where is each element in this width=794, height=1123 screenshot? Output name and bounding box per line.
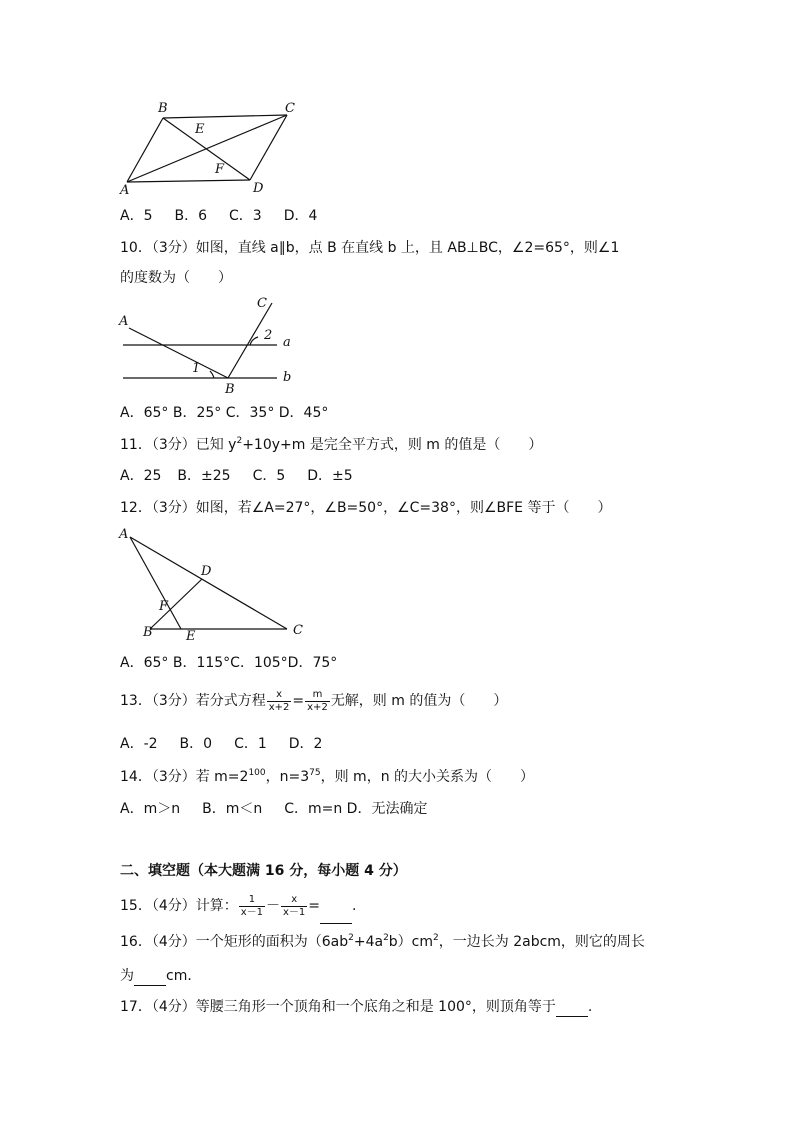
q15-stem-post: . bbox=[352, 898, 357, 914]
q12-options bbox=[120, 653, 337, 673]
q14-option-a[interactable]: A．m＞n bbox=[120, 801, 181, 817]
q10-options bbox=[120, 403, 328, 423]
q17-stem-post: . bbox=[587, 999, 593, 1015]
q9-option-d[interactable]: D．4 bbox=[283, 208, 318, 224]
line-label-b: b bbox=[283, 370, 292, 385]
q16-line2-post: cm． bbox=[166, 968, 202, 984]
q13-option-c[interactable]: C．1 bbox=[234, 736, 267, 752]
q9-options bbox=[120, 206, 317, 226]
point-label-b: B bbox=[225, 382, 235, 397]
q10-option-a[interactable]: A．65° bbox=[120, 405, 169, 421]
q14-options bbox=[120, 799, 427, 819]
section-2-heading: 二、填空题（本大题满 16 分，每小题 4 分） bbox=[120, 863, 407, 879]
point-label-f: F bbox=[159, 599, 169, 614]
q16-stem-mid2: b）cm bbox=[388, 934, 434, 950]
q11-stem-pre: 11．（3分）已知 y bbox=[120, 437, 237, 453]
q16-line2-pre: 为 bbox=[120, 968, 134, 984]
q13-option-b[interactable]: B．0 bbox=[179, 736, 213, 752]
point-label-e: E bbox=[195, 122, 205, 137]
parallel-lines-figure bbox=[115, 293, 315, 397]
q13-options bbox=[120, 734, 322, 754]
q13-stem-pre: 13．（3分）若分式方程 bbox=[120, 693, 266, 709]
q14-stem-post: ，则 m，n 的大小关系为（ ） bbox=[320, 769, 535, 785]
q16-stem-pre: 16．（4分）一个矩形的面积为（6ab bbox=[120, 934, 349, 950]
q15-minus: － bbox=[266, 898, 281, 914]
q13-equals: = bbox=[292, 693, 305, 709]
q11-option-d[interactable]: D．±5 bbox=[307, 468, 353, 484]
q10-option-c[interactable]: C．35° bbox=[225, 405, 275, 421]
point-label-d: D bbox=[201, 564, 212, 579]
q11-stem bbox=[120, 435, 542, 455]
q10-stem-line1: 10．（3分）如图，直线 a∥b，点 B 在直线 b 上，且 AB⊥BC，∠2=65°，则∠1 bbox=[120, 240, 620, 256]
q12-option-a[interactable]: A．65° bbox=[120, 655, 169, 671]
q13-frac2-denominator: x+2 bbox=[307, 701, 328, 713]
q9-option-c[interactable]: C．3 bbox=[229, 208, 262, 224]
q13-stem-post: 无解，则 m 的值为（ ） bbox=[330, 693, 508, 709]
q10-option-d[interactable]: D．45° bbox=[278, 405, 329, 421]
q13-fraction-right bbox=[305, 689, 330, 714]
q17-stem bbox=[120, 997, 592, 1017]
q15-stem-pre: 15．（4分）计算： bbox=[120, 898, 238, 914]
q16-exponent-3: 2 bbox=[433, 933, 439, 943]
vertex-label-b: B bbox=[158, 101, 168, 116]
line-label-a: a bbox=[283, 335, 291, 350]
q15-frac1-denominator: x－1 bbox=[240, 906, 264, 918]
parallelogram-figure bbox=[115, 98, 315, 198]
point-label-c: C bbox=[257, 296, 267, 311]
q9-option-a[interactable]: A．5 bbox=[120, 208, 153, 224]
vertex-label-d: D bbox=[253, 181, 264, 196]
q15-stem bbox=[120, 888, 356, 924]
q16-answer-blank[interactable] bbox=[134, 971, 166, 986]
q11-option-c[interactable]: C．5 bbox=[252, 468, 286, 484]
q17-answer-blank[interactable] bbox=[556, 1002, 588, 1017]
point-label-e: E bbox=[186, 629, 196, 644]
q14-exponent-1: 100 bbox=[248, 768, 266, 778]
q13-frac1-numerator: x bbox=[276, 688, 283, 700]
q11-options bbox=[120, 466, 353, 486]
q16-exponent-1: 2 bbox=[348, 933, 354, 943]
q17-stem-pre: 17．（4分）等腰三角形一个顶角和一个底角之和是 100°，则顶角等于 bbox=[120, 999, 556, 1015]
q11-stem-post: +10y+m 是完全平方式，则 m 的值是（ ） bbox=[242, 437, 543, 453]
q10-option-b[interactable]: B．25° bbox=[172, 405, 222, 421]
q16-stem-mid: +4a bbox=[353, 934, 384, 950]
vertex-label-b: B bbox=[143, 625, 153, 640]
vertex-label-c: C bbox=[293, 623, 303, 638]
q11-option-a[interactable]: A．25 bbox=[120, 468, 162, 484]
q14-stem-mid: ，n=3 bbox=[265, 769, 310, 785]
q15-frac2-numerator: x bbox=[291, 893, 298, 905]
q14-option-cd[interactable]: C．m=n D．无法确定 bbox=[284, 801, 428, 817]
vertex-label-c: C bbox=[285, 101, 295, 116]
q14-stem-pre: 14．（3分）若 m=2 bbox=[120, 769, 249, 785]
q13-frac2-numerator: m bbox=[312, 688, 323, 700]
q13-option-d[interactable]: D．2 bbox=[288, 736, 323, 752]
q10-stem-line2: 的度数为（ ） bbox=[120, 270, 232, 286]
angle-label-1: 1 bbox=[192, 361, 201, 376]
q15-fraction-2 bbox=[281, 894, 307, 919]
point-label-a: A bbox=[119, 314, 129, 329]
q12-stem: 12．（3分）如图，若∠A=27°，∠B=50°，∠C=38°，则∠BFE 等于（ ） bbox=[120, 500, 612, 516]
vertex-label-a: A bbox=[119, 527, 129, 542]
q15-fraction-1 bbox=[239, 894, 265, 919]
q15-frac1-numerator: 1 bbox=[248, 893, 256, 905]
q16-stem-line2 bbox=[120, 966, 201, 986]
q14-exponent-2: 75 bbox=[309, 768, 321, 778]
q13-fraction-left bbox=[267, 689, 292, 714]
q12-option-bcd[interactable]: B．115°C．105°D．75° bbox=[172, 655, 338, 671]
q11-option-b[interactable]: B．±25 bbox=[177, 468, 231, 484]
q13-frac1-denominator: x+2 bbox=[268, 701, 290, 713]
q14-option-b[interactable]: B．m＜n bbox=[202, 801, 263, 817]
q15-frac2-denominator: x－1 bbox=[283, 906, 306, 918]
q15-answer-blank[interactable] bbox=[320, 909, 352, 924]
angle-label-2: 2 bbox=[264, 328, 273, 343]
point-label-f: F bbox=[215, 162, 225, 177]
q16-exponent-2: 2 bbox=[383, 933, 389, 943]
q16-stem-post: ，一边长为 2abcm，则它的周长 bbox=[438, 934, 645, 950]
q15-equals: = bbox=[308, 898, 321, 914]
q16-stem-line1 bbox=[120, 932, 645, 952]
q9-option-b[interactable]: B．6 bbox=[174, 208, 207, 224]
q13-stem bbox=[120, 683, 507, 719]
vertex-label-a: A bbox=[120, 183, 130, 198]
triangle-figure bbox=[115, 525, 315, 645]
q14-stem bbox=[120, 767, 534, 787]
q11-exponent: 2 bbox=[236, 436, 243, 446]
q13-option-a[interactable]: A．-2 bbox=[120, 736, 158, 752]
